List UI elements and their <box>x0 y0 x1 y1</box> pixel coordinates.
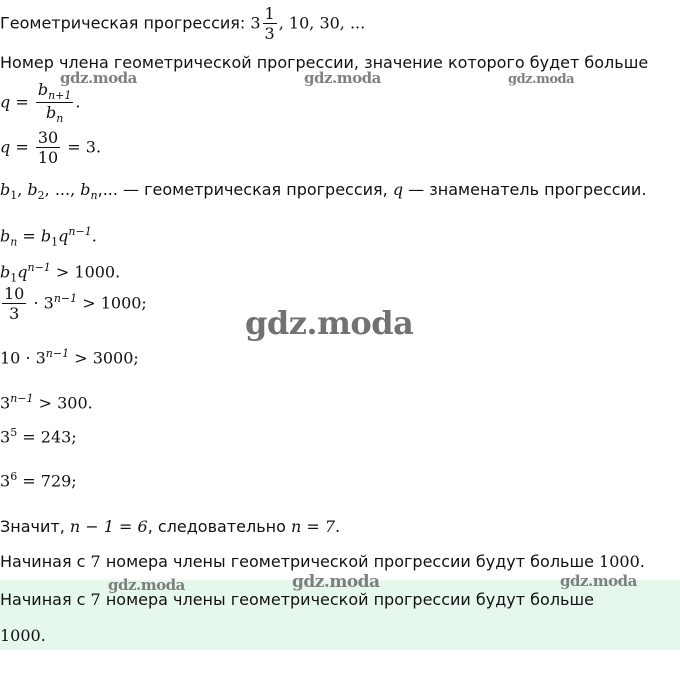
progression-statement <box>0 6 365 42</box>
mixed-whole: 3 <box>250 13 261 33</box>
ten-over-three: $\frac{10}{3}$ <box>4 284 25 323</box>
formula-q-value: q = $\frac{30}{10}$ = 3. <box>0 128 102 167</box>
power-three-five: $3^5 = 243$; <box>0 426 77 447</box>
watermark: gdz.moda <box>60 69 137 87</box>
inequality-1: $b_1q^{n-1} > 1000$. <box>0 261 121 285</box>
ratio-fraction: $\frac{b_{n+1}}{b_n}$ <box>37 80 72 126</box>
formula-q-ratio: q = $\frac{b_{n+1}}{b_n}$ . <box>0 80 81 126</box>
result-line: Начиная с 7 номера члены геометрической прогрессии будут больше 1000. <box>0 552 645 571</box>
inequality-2: $\frac{10}{3}$ · $3^{n-1} > 1000$; <box>4 284 147 323</box>
watermark: gdz.moda <box>108 576 185 594</box>
watermark-center: gdz.moda <box>245 304 414 342</box>
watermark: gdz.moda <box>304 69 381 87</box>
task-text: Номер члена геометрической прогрессии, значение которого будет больше <box>0 53 649 72</box>
statement-label: Геометрическая прогрессия: <box>0 13 251 33</box>
thirty-over-ten: $\frac{30}{10}$ <box>37 128 59 167</box>
inequality-3: $10 \cdot 3^{n-1} > 3000$; <box>0 347 139 368</box>
conclusion-line: Значит, n − 1 = 6, следовательно n = 7. <box>0 517 341 536</box>
fraction-one-third: $\frac{1}{3}$ <box>264 4 275 43</box>
sequence-terms: , 10, 30, ... <box>278 13 366 33</box>
definition-line: $b_1$, $b_2$, ..., $b_n$,... — геометрическая прогрессия, q — знаменатель прогрессии. <box>0 180 647 203</box>
answer-line-1: Начиная с 7 номера члены геометрической прогрессии будут больше <box>0 590 594 609</box>
inequality-4: $3^{n-1} > 300$. <box>0 392 93 413</box>
watermark: gdz.moda <box>560 572 637 590</box>
answer-line-2: 1000. <box>0 626 46 645</box>
watermark: gdz.moda <box>508 72 575 87</box>
power-three-six: $3^6 = 729$; <box>0 470 77 491</box>
formula-nth-term: $b_n = b_1q^{n-1}$. <box>0 225 97 249</box>
answer-box <box>0 580 680 650</box>
watermark: gdz.moda <box>292 572 380 592</box>
